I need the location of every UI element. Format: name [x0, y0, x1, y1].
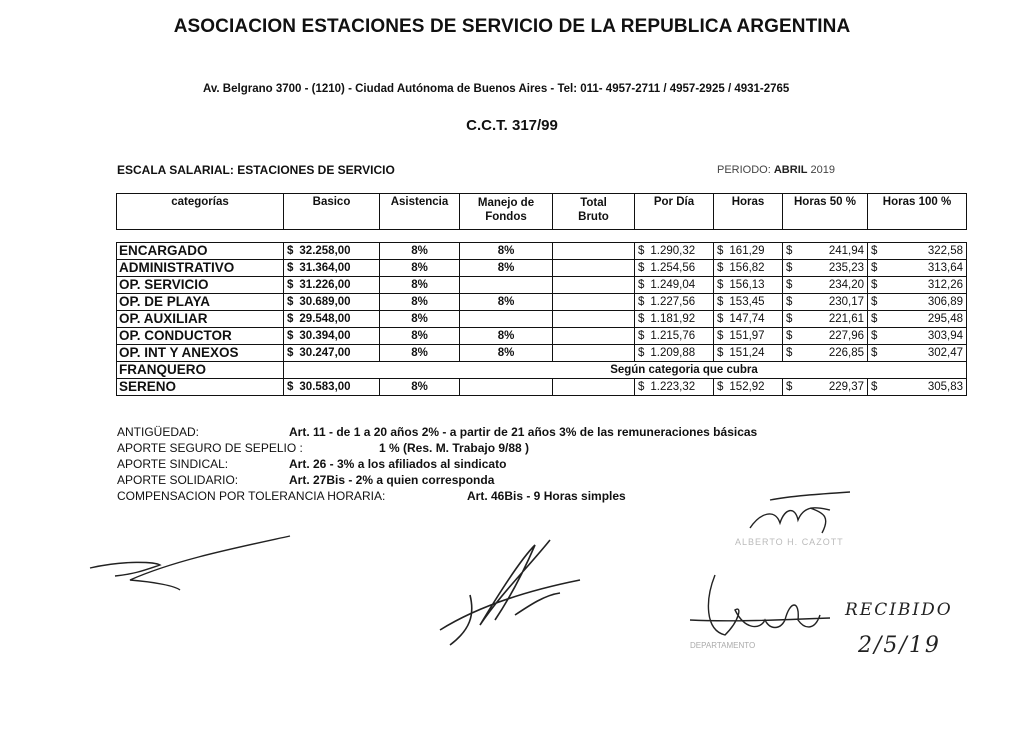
cell-horas-100: 305,83: [927, 381, 963, 393]
signature-right-bottom: [680, 560, 840, 660]
cell-categoria: ENCARGADO: [119, 243, 208, 258]
table-row: [117, 277, 967, 294]
currency-sign: $: [871, 262, 878, 274]
cell-horas-100: 313,64: [927, 262, 963, 274]
cell-horas-50: 221,61: [828, 313, 864, 325]
currency-sign: $: [786, 279, 793, 291]
cell-horas: 152,92: [729, 381, 765, 393]
cell-categoria: SERENO: [119, 379, 177, 394]
col-header-manejo: Manejo de Fondos: [460, 194, 553, 230]
cell-categoria: OP. DE PLAYA: [119, 294, 211, 309]
currency-sign: $: [287, 347, 294, 359]
currency-sign: $: [786, 347, 793, 359]
note-label: COMPENSACION POR TOLERANCIA HORARIA:: [117, 489, 386, 503]
cell-basico: 30.689,00: [299, 296, 351, 308]
periodo: [717, 164, 835, 176]
periodo-label: PERIODO:: [717, 164, 771, 176]
cell-horas-50: 226,85: [828, 347, 864, 359]
cell-manejo: 8%: [497, 245, 515, 257]
cell-categoria: OP. SERVICIO: [119, 277, 209, 292]
cell-horas-50: 235,23: [828, 262, 864, 274]
cell-horas: 151,24: [729, 347, 765, 359]
table-row: [117, 345, 967, 362]
cell-asistencia: 8%: [411, 381, 428, 393]
cell-horas: 151,97: [729, 330, 765, 342]
salary-table: [116, 242, 967, 396]
currency-sign: $: [287, 330, 294, 342]
table-row: [117, 243, 967, 260]
cell-asistencia: 8%: [411, 279, 428, 291]
currency-sign: $: [287, 279, 294, 291]
note-label: APORTE SOLIDARIO:: [117, 473, 239, 487]
currency-sign: $: [786, 245, 793, 257]
currency-sign: $: [638, 279, 645, 291]
cell-horas: 153,45: [729, 296, 765, 308]
currency-sign: $: [287, 262, 294, 274]
currency-sign: $: [717, 330, 724, 342]
currency-sign: $: [786, 381, 793, 393]
cell-manejo: 8%: [497, 262, 515, 274]
cell-por-dia: 1.223,32: [650, 381, 696, 393]
currency-sign: $: [287, 296, 294, 308]
cell-categoria: OP. INT Y ANEXOS: [119, 345, 239, 360]
currency-sign: $: [638, 296, 645, 308]
table-row: [117, 379, 967, 396]
currency-sign: $: [287, 245, 294, 257]
cell-por-dia: 1.209,88: [650, 347, 696, 359]
svg-text:DEPARTAMENTO: DEPARTAMENTO: [690, 641, 756, 650]
col-header-asistencia: Asistencia: [380, 194, 460, 230]
currency-sign: $: [638, 330, 645, 342]
table-row: [117, 362, 967, 379]
cell-por-dia: 1.249,04: [650, 279, 696, 291]
escala-label: ESCALA SALARIAL: ESTACIONES DE SERVICIO: [117, 163, 395, 177]
cell-asistencia: 8%: [411, 296, 428, 308]
cell-basico: 31.226,00: [299, 279, 351, 291]
col-header-horas-50: Horas 50 %: [783, 194, 868, 230]
currency-sign: $: [717, 279, 724, 291]
currency-sign: $: [786, 330, 793, 342]
col-header-basico: Basico: [284, 194, 380, 230]
cell-manejo: 8%: [497, 296, 515, 308]
table-row: [117, 311, 967, 328]
currency-sign: $: [638, 347, 645, 359]
col-header-por-dia: Por Día: [635, 194, 714, 230]
cell-categoria: FRANQUERO: [119, 362, 206, 377]
col-header-horas-100: Horas 100 %: [868, 194, 967, 230]
currency-sign: $: [717, 245, 724, 257]
table-row: [117, 328, 967, 345]
currency-sign: $: [786, 262, 793, 274]
cell-categoria: OP. AUXILIAR: [119, 311, 208, 326]
note-text: Art. 27Bis - 2% a quien corresponda: [289, 473, 495, 487]
signature-center: [420, 535, 610, 655]
document-title: ASOCIACION ESTACIONES DE SERVICIO DE LA REPUBLICA ARGENTINA: [173, 16, 851, 37]
cell-asistencia: 8%: [411, 245, 428, 257]
currency-sign: $: [786, 296, 793, 308]
cell-merged-note: Según categoria que cubra: [610, 364, 758, 376]
currency-sign: $: [717, 262, 724, 274]
currency-sign: $: [717, 296, 724, 308]
currency-sign: $: [638, 245, 645, 257]
cell-horas: 147,74: [729, 313, 765, 325]
cell-basico: 30.394,00: [299, 330, 351, 342]
col-header-total-bruto: Total Bruto: [553, 194, 635, 230]
currency-sign: $: [871, 347, 878, 359]
cell-horas: 161,29: [729, 245, 765, 257]
currency-sign: $: [638, 262, 645, 274]
currency-sign: $: [717, 347, 724, 359]
cct-number: C.C.T. 317/99: [466, 117, 558, 134]
table-row: [117, 294, 967, 311]
note-label: APORTE SEGURO DE SEPELIO :: [117, 441, 303, 455]
cell-horas-50: 241,94: [828, 245, 864, 257]
currency-sign: $: [871, 381, 878, 393]
cell-asistencia: 8%: [411, 313, 428, 325]
note-text: Art. 26 - 3% a los afiliados al sindicato: [289, 457, 507, 471]
cell-horas-100: 295,48: [927, 313, 963, 325]
cell-categoria: ADMINISTRATIVO: [119, 260, 235, 275]
table-row: [117, 260, 967, 277]
cell-horas-100: 306,89: [927, 296, 963, 308]
note-label: ANTIGÜEDAD:: [117, 425, 200, 439]
cell-por-dia: 1.290,32: [650, 245, 696, 257]
cell-horas: 156,82: [729, 262, 765, 274]
address-line: Av. Belgrano 3700 - (1210) - Ciudad Autónoma de Buenos Aires - Tel: 011- 4957-2711 / 4957-2925 / 4931-2765: [203, 83, 790, 95]
col-header-categorias: categorías: [117, 194, 284, 230]
currency-sign: $: [638, 381, 645, 393]
currency-sign: $: [287, 313, 294, 325]
cell-horas: 156,13: [729, 279, 765, 291]
cell-horas-50: 234,20: [828, 279, 864, 291]
note-text: 1 % (Res. M. Trabajo 9/88 ): [379, 441, 530, 455]
table-header: [116, 193, 967, 230]
cell-horas-100: 312,26: [927, 279, 963, 291]
cell-por-dia: 1.181,92: [650, 313, 696, 325]
note-label: APORTE SINDICAL:: [117, 457, 229, 471]
recibido-handwritten: RECIBIDO: [845, 600, 953, 620]
cell-basico: 29.548,00: [299, 313, 351, 325]
cell-horas-100: 303,94: [927, 330, 963, 342]
currency-sign: $: [287, 381, 294, 393]
currency-sign: $: [638, 313, 645, 325]
cell-asistencia: 8%: [411, 262, 428, 274]
currency-sign: $: [717, 313, 724, 325]
note-text: Art. 11 - de 1 a 20 años 2% - a partir de 21 años 3% de las remuneraciones básicas: [289, 425, 758, 439]
signature-left: [85, 530, 295, 600]
cell-por-dia: 1.254,56: [650, 262, 696, 274]
cell-horas-50: 227,96: [828, 330, 864, 342]
fecha-handwritten: 2/5/19: [858, 633, 941, 658]
cell-manejo: 8%: [497, 330, 515, 342]
cell-basico: 30.247,00: [299, 347, 351, 359]
cell-basico: 31.364,00: [299, 262, 351, 274]
currency-sign: $: [871, 330, 878, 342]
currency-sign: $: [786, 313, 793, 325]
col-header-horas: Horas: [714, 194, 783, 230]
currency-sign: $: [871, 296, 878, 308]
periodo-value: ABRIL: [773, 164, 808, 176]
cell-basico: 30.583,00: [299, 381, 351, 393]
currency-sign: $: [871, 245, 878, 257]
currency-sign: $: [871, 313, 878, 325]
cell-horas-100: 322,58: [927, 245, 963, 257]
cell-basico: 32.258,00: [299, 245, 351, 257]
cell-asistencia: 8%: [411, 347, 428, 359]
stamp-name: ALBERTO H. CAZOTT: [735, 537, 844, 547]
cell-asistencia: 8%: [411, 330, 428, 342]
cell-por-dia: 1.215,76: [650, 330, 696, 342]
note-text: Art. 46Bis - 9 Horas simples: [467, 489, 626, 503]
currency-sign: $: [717, 381, 724, 393]
cell-manejo: 8%: [497, 347, 515, 359]
periodo-year: 2019: [810, 164, 836, 176]
cell-horas-50: 230,17: [828, 296, 864, 308]
cell-horas-100: 302,47: [927, 347, 963, 359]
cell-por-dia: 1.227,56: [650, 296, 696, 308]
cell-horas-50: 229,37: [828, 381, 864, 393]
currency-sign: $: [871, 279, 878, 291]
cell-categoria: OP. CONDUCTOR: [119, 328, 232, 343]
